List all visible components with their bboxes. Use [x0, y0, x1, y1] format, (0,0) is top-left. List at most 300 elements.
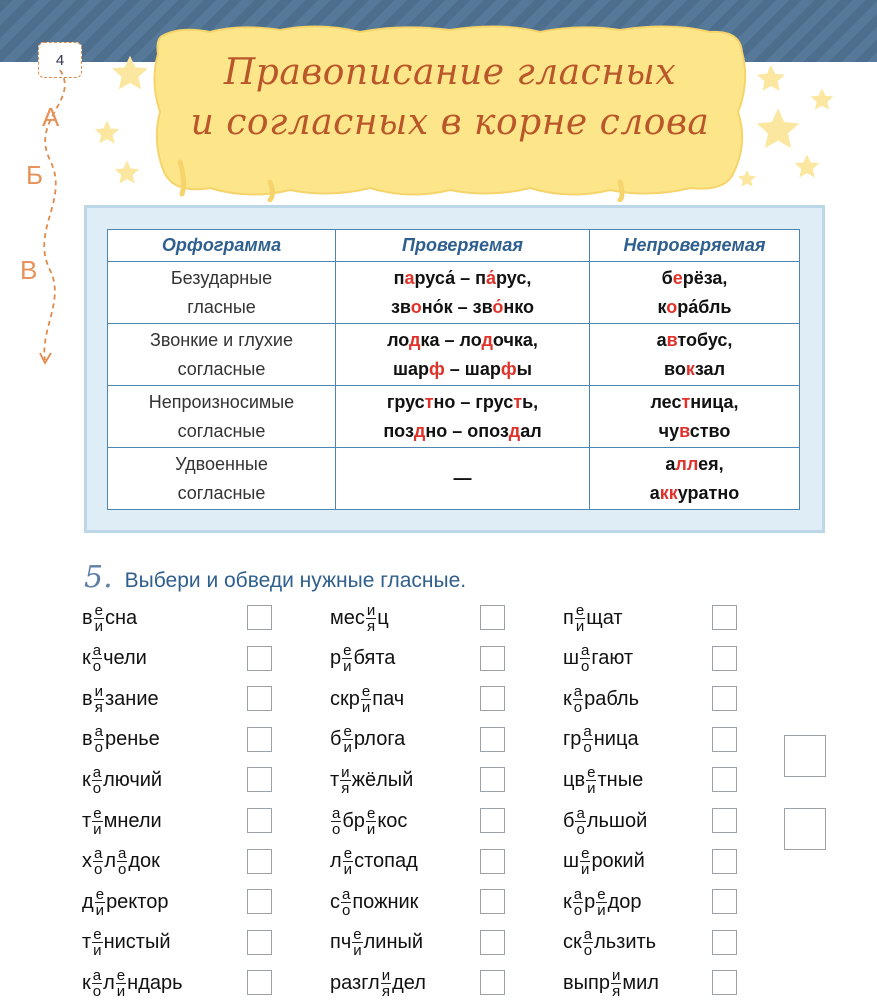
exercise-word: [82, 842, 160, 882]
checkable-cell: [336, 324, 590, 386]
vowel-choice[interactable]: [586, 765, 596, 796]
highlighted-letter: д: [508, 420, 521, 441]
orthogram-label-line: Безударные: [170, 267, 273, 288]
vowel-choice[interactable]: [366, 603, 376, 634]
exercise-word: [330, 882, 418, 922]
answer-checkbox[interactable]: [480, 605, 505, 630]
word-part: стопад: [354, 850, 418, 873]
exercise-word: [82, 963, 183, 1003]
table-cell-line: [591, 388, 798, 417]
vowel-option[interactable]: е: [575, 601, 585, 619]
word-part: рабль: [584, 687, 639, 710]
answer-checkbox[interactable]: [712, 767, 737, 792]
vowel-option[interactable]: о: [92, 982, 102, 1000]
vowel-option[interactable]: и: [575, 617, 585, 635]
highlighted-letter: т: [681, 391, 691, 412]
vowel-option[interactable]: а: [573, 885, 583, 903]
answer-box[interactable]: [784, 808, 826, 850]
answer-checkbox[interactable]: [712, 727, 737, 752]
word-part: т: [330, 768, 340, 791]
word-part: зв: [390, 296, 411, 317]
vowel-option[interactable]: е: [581, 845, 590, 863]
word-part: х: [82, 850, 92, 873]
word-part: лючий: [103, 768, 163, 791]
vowel-choice[interactable]: [94, 724, 104, 755]
vowel-choice[interactable]: [573, 887, 583, 918]
exercise-word: [82, 760, 162, 800]
title-line-1: Правописание гласных: [223, 52, 677, 93]
word-part: дор: [607, 890, 642, 913]
exercise-word: [330, 720, 405, 760]
vowel-choice[interactable]: [582, 724, 592, 755]
answer-checkbox[interactable]: [712, 889, 737, 914]
word-part: мнели: [103, 809, 162, 832]
answer-checkbox[interactable]: [480, 849, 505, 874]
word-part: в: [82, 728, 93, 751]
word-part: ка – ло: [420, 329, 482, 350]
word-part: док: [128, 850, 160, 873]
answer-checkbox[interactable]: [247, 767, 272, 792]
vowel-choice[interactable]: [575, 806, 585, 837]
orthogram-label-line: согласные: [177, 420, 266, 441]
vowel-choice[interactable]: [583, 927, 593, 958]
answer-box[interactable]: [784, 735, 826, 777]
vowel-option[interactable]: е: [95, 885, 105, 903]
table-cell-line: [337, 355, 588, 384]
exercise-word: [330, 801, 407, 841]
orthogram-label-line: согласные: [177, 358, 266, 379]
vowel-option[interactable]: и: [353, 942, 362, 960]
vowel-choice[interactable]: [575, 603, 585, 634]
word-part: разгл: [330, 971, 380, 994]
vowel-option[interactable]: и: [366, 820, 376, 838]
word-part: льшой: [586, 809, 648, 832]
page-title: [150, 48, 750, 148]
vowel-option[interactable]: е: [93, 926, 102, 944]
word-part: т: [82, 809, 92, 832]
vowel-choice[interactable]: [381, 968, 391, 999]
word-part: ница,: [690, 391, 739, 412]
checkable-cell: [336, 448, 590, 510]
word-part: ра́бль: [677, 296, 732, 317]
answer-checkbox[interactable]: [247, 970, 272, 995]
vowel-option[interactable]: е: [597, 885, 606, 903]
answer-checkbox[interactable]: [480, 727, 505, 752]
word-part: кос: [377, 809, 408, 832]
word-part: ство: [689, 420, 731, 441]
vowel-option[interactable]: и: [93, 942, 102, 960]
exercise-word: [330, 598, 389, 638]
vowel-option[interactable]: и: [343, 658, 352, 676]
word-part: зание: [105, 687, 159, 710]
vowel-option[interactable]: а: [581, 642, 590, 660]
exercise-word: [330, 842, 418, 882]
vowel-option[interactable]: е: [343, 642, 352, 660]
vowel-option[interactable]: о: [94, 739, 103, 757]
vowel-option[interactable]: и: [94, 682, 104, 700]
vowel-option[interactable]: о: [573, 698, 583, 716]
vowel-option[interactable]: о: [581, 658, 590, 676]
vowel-choice[interactable]: [92, 643, 102, 674]
vowel-option[interactable]: и: [341, 763, 350, 781]
word-part: ы: [516, 358, 532, 379]
vowel-option[interactable]: а: [576, 804, 585, 822]
vowel-choice[interactable]: [341, 887, 351, 918]
vowel-option[interactable]: о: [342, 901, 351, 919]
header-uncheckable: Непроверяемая: [590, 230, 800, 262]
vowel-choice[interactable]: [596, 887, 606, 918]
word-part: щат: [586, 606, 623, 629]
vowel-option[interactable]: и: [116, 982, 126, 1000]
word-part: ш: [563, 850, 580, 873]
answer-checkbox[interactable]: [480, 970, 505, 995]
vowel-choice[interactable]: [331, 806, 341, 837]
exercise-word: [563, 963, 659, 1003]
word-part: но – опоз: [425, 420, 509, 441]
word-part: б: [661, 267, 673, 288]
vowel-option[interactable]: и: [95, 901, 105, 919]
word-part: шар: [393, 358, 430, 379]
vowel-choice[interactable]: [342, 724, 352, 755]
word-part: нко: [503, 296, 535, 317]
word-part: тные: [597, 768, 644, 791]
vowel-option[interactable]: о: [118, 861, 127, 879]
orthogram-label-line: согласные: [177, 482, 266, 503]
word-part: бята: [353, 647, 396, 670]
vowel-option[interactable]: а: [583, 723, 592, 741]
vowel-choice[interactable]: [95, 887, 105, 918]
answer-checkbox[interactable]: [712, 605, 737, 630]
exercise-word: [330, 639, 395, 679]
word-part: во: [664, 358, 686, 379]
word-part: к: [82, 971, 91, 994]
exercise-word: [330, 760, 413, 800]
table-cell-line: [337, 264, 588, 293]
table-cell-line: [591, 264, 798, 293]
answer-checkbox[interactable]: [480, 889, 505, 914]
vowel-option[interactable]: е: [587, 763, 596, 781]
vowel-option[interactable]: я: [367, 617, 376, 635]
table-row: [108, 324, 800, 386]
orthogram-table: [107, 229, 800, 510]
highlighted-letter: а́: [485, 267, 496, 288]
word-part: мил: [622, 971, 659, 994]
table-row: [108, 262, 800, 324]
table-cell-line: [591, 355, 798, 384]
answer-checkbox[interactable]: [712, 970, 737, 995]
vowel-option[interactable]: и: [366, 601, 376, 619]
word-part: мес: [330, 606, 365, 629]
vowel-option[interactable]: а: [573, 682, 583, 700]
word-part: ница: [593, 728, 639, 751]
exercise-word: [563, 801, 647, 841]
answer-checkbox[interactable]: [480, 646, 505, 671]
vowel-option[interactable]: а: [92, 763, 102, 781]
orthogram-label-line: Непроизносимые: [148, 391, 295, 412]
table-row: [108, 386, 800, 448]
checkable-cell: [336, 386, 590, 448]
word-part: ея,: [698, 453, 724, 474]
answer-checkbox[interactable]: [712, 808, 737, 833]
vowel-option[interactable]: е: [94, 601, 103, 619]
word-part: руса́ – п: [414, 267, 486, 288]
orthogram-cell: [108, 448, 336, 510]
vowel-option[interactable]: а: [332, 804, 341, 822]
word-part: чу: [658, 420, 680, 441]
vowel-option[interactable]: а: [118, 845, 127, 863]
uncheckable-cell: [590, 448, 800, 510]
uncheckable-cell: [590, 386, 800, 448]
vowel-choice[interactable]: [92, 968, 102, 999]
uncheckable-cell: [590, 262, 800, 324]
word-part: чели: [103, 647, 147, 670]
vowel-option[interactable]: я: [612, 982, 621, 1000]
orthogram-label-line: Звонкие и глухие: [150, 329, 293, 350]
exercise-word: [82, 801, 162, 841]
vowel-option[interactable]: и: [93, 820, 102, 838]
word-part: к: [563, 687, 572, 710]
exercise-word: [330, 679, 404, 719]
vowel-option[interactable]: а: [342, 885, 351, 903]
word-part: ло: [387, 329, 410, 350]
word-part: в: [82, 687, 93, 710]
exercise-word: [563, 923, 656, 963]
vowel-option[interactable]: о: [576, 820, 585, 838]
vowel-option[interactable]: и: [361, 698, 371, 716]
word-part: рёза,: [682, 267, 728, 288]
vowel-choice[interactable]: [92, 927, 102, 958]
answer-checkbox[interactable]: [247, 930, 272, 955]
star-icon: [736, 168, 758, 190]
orthogram-label-line: Удвоенные: [175, 453, 268, 474]
answer-checkbox[interactable]: [712, 646, 737, 671]
answer-checkbox[interactable]: [480, 686, 505, 711]
table-cell-line: [591, 417, 798, 446]
orthogram-cell: [108, 386, 336, 448]
table-cell-line: [591, 326, 798, 355]
vowel-choice[interactable]: [92, 806, 102, 837]
word-part: л: [330, 850, 342, 873]
table-cell-line: [337, 293, 588, 322]
vowel-option[interactable]: а: [92, 642, 102, 660]
answer-checkbox[interactable]: [712, 686, 737, 711]
vowel-option[interactable]: и: [381, 966, 391, 984]
answer-checkbox[interactable]: [247, 849, 272, 874]
highlighted-letter: д: [413, 420, 426, 441]
vowel-choice[interactable]: [361, 684, 371, 715]
word-part: к: [563, 890, 572, 913]
answer-checkbox[interactable]: [247, 727, 272, 752]
header-checkable: Проверяемая: [336, 230, 590, 262]
vowel-option[interactable]: а: [92, 966, 102, 984]
vowel-option[interactable]: и: [611, 966, 621, 984]
star-icon: [112, 158, 142, 188]
word-part: жёлый: [351, 768, 414, 791]
word-part: в: [82, 606, 93, 629]
vowel-option[interactable]: и: [581, 861, 590, 879]
side-letter-b: Б: [26, 160, 44, 190]
word-part: ндарь: [127, 971, 183, 994]
answer-checkbox[interactable]: [247, 605, 272, 630]
vowel-option[interactable]: е: [343, 845, 353, 863]
vowel-option[interactable]: а: [583, 926, 593, 944]
word-part: ц: [377, 606, 389, 629]
highlighted-letter: о: [666, 296, 678, 317]
word-part: дел: [392, 971, 426, 994]
word-part: с: [330, 890, 340, 913]
vowel-option[interactable]: и: [343, 861, 353, 879]
vowel-option[interactable]: о: [583, 739, 592, 757]
exercise-word: [82, 720, 160, 760]
highlighted-letter: в: [666, 329, 678, 350]
vowel-option[interactable]: а: [94, 723, 103, 741]
vowel-option[interactable]: о: [92, 779, 102, 797]
highlighted-letter: кк: [659, 482, 678, 503]
vowel-option[interactable]: а: [94, 845, 103, 863]
word-part: линый: [363, 931, 424, 954]
vowel-choice[interactable]: [352, 927, 362, 958]
exercise-instruction: Выбери и обведи нужные гласные.: [124, 569, 467, 592]
word-part: ректор: [106, 890, 169, 913]
word-part: а: [649, 482, 660, 503]
vowel-choice[interactable]: [94, 603, 104, 634]
exercise-word: [82, 598, 137, 638]
answer-checkbox[interactable]: [480, 808, 505, 833]
highlighted-letter: т: [513, 391, 523, 412]
vowel-option[interactable]: о: [332, 820, 341, 838]
vowel-option[interactable]: е: [366, 804, 376, 822]
exercise-word: [563, 639, 633, 679]
exercise-word: [563, 720, 639, 760]
vowel-option[interactable]: и: [587, 779, 596, 797]
vowel-choice[interactable]: [93, 846, 103, 877]
word-part: л: [103, 971, 115, 994]
exercise-word: [82, 882, 168, 922]
vowel-option[interactable]: е: [343, 723, 352, 741]
vowel-choice[interactable]: [92, 765, 102, 796]
table-cell-line: [591, 450, 798, 479]
table-cell-line: [591, 293, 798, 322]
vowel-option[interactable]: е: [353, 926, 362, 944]
highlighted-letter: в: [679, 420, 690, 441]
vowel-choice[interactable]: [611, 968, 621, 999]
word-part: гр: [563, 728, 582, 751]
word-part: ренье: [104, 728, 160, 751]
answer-checkbox[interactable]: [712, 849, 737, 874]
vowel-choice[interactable]: [342, 643, 352, 674]
answer-checkbox[interactable]: [712, 930, 737, 955]
answer-checkbox[interactable]: [247, 889, 272, 914]
checkable-cell: [336, 262, 590, 324]
vowel-option[interactable]: я: [94, 698, 103, 716]
highlighted-letter: о: [410, 296, 422, 317]
vowel-choice[interactable]: [580, 846, 590, 877]
word-part: но – грус: [433, 391, 514, 412]
answer-checkbox[interactable]: [247, 686, 272, 711]
word-part: ск: [563, 931, 582, 954]
vowel-option[interactable]: о: [583, 942, 593, 960]
table-cell-line: [337, 464, 588, 493]
vowel-choice[interactable]: [94, 684, 104, 715]
exercise-word: [82, 679, 159, 719]
exercise-word: [82, 639, 147, 679]
word-part: б: [330, 728, 342, 751]
table-cell-line: [337, 417, 588, 446]
vowel-option[interactable]: я: [341, 779, 350, 797]
highlighted-letter: д: [409, 329, 421, 350]
vowel-option[interactable]: о: [573, 901, 583, 919]
vowel-choice[interactable]: [343, 846, 353, 877]
star-icon: [754, 62, 788, 96]
answer-checkbox[interactable]: [247, 808, 272, 833]
star-icon: [108, 52, 152, 96]
vowel-option[interactable]: о: [92, 658, 102, 676]
vowel-option[interactable]: и: [597, 901, 606, 919]
word-part: ь,: [522, 391, 539, 412]
word-part: к: [657, 296, 667, 317]
word-part: а: [665, 453, 676, 474]
word-part: —: [453, 468, 472, 488]
table-row: [108, 448, 800, 510]
exercise-word: [330, 963, 426, 1003]
word-part: скр: [330, 687, 360, 710]
vowel-choice[interactable]: [573, 684, 583, 715]
word-part: к: [82, 768, 91, 791]
word-part: зал: [694, 358, 725, 379]
highlighted-letter: е: [672, 267, 683, 288]
vowel-option[interactable]: и: [94, 617, 104, 635]
highlighted-letter: а: [404, 267, 415, 288]
title-line-2: и согласных в корне слова: [190, 102, 710, 143]
vowel-option[interactable]: е: [116, 966, 126, 984]
star-icon: [808, 86, 836, 114]
answer-checkbox[interactable]: [480, 767, 505, 792]
vowel-choice[interactable]: [580, 643, 590, 674]
exercise-word: [563, 882, 642, 922]
orthogram-label-line: гласные: [187, 296, 256, 317]
answer-checkbox[interactable]: [247, 646, 272, 671]
page-number-text: 4: [55, 51, 65, 69]
table-header-row: [108, 230, 800, 262]
answer-checkbox[interactable]: [480, 930, 505, 955]
star-icon: [752, 104, 804, 156]
exercise-word: [330, 923, 423, 963]
highlighted-letter: ф: [500, 358, 517, 379]
word-part: нистый: [103, 931, 171, 954]
vowel-option[interactable]: о: [94, 861, 103, 879]
vowel-option[interactable]: е: [93, 804, 102, 822]
vowel-choice[interactable]: [366, 806, 376, 837]
side-letter-a: А: [42, 102, 60, 132]
word-part: сна: [105, 606, 138, 629]
vowel-choice[interactable]: [340, 765, 350, 796]
word-part: лес: [650, 391, 682, 412]
vowel-option[interactable]: и: [343, 739, 352, 757]
vowel-option[interactable]: я: [381, 982, 390, 1000]
word-part: т: [82, 931, 92, 954]
side-letter-v: В: [20, 255, 38, 285]
vowel-option[interactable]: е: [361, 682, 371, 700]
word-part: р: [330, 647, 342, 670]
vowel-choice[interactable]: [117, 846, 127, 877]
vowel-choice[interactable]: [116, 968, 126, 999]
word-part: очка,: [492, 329, 538, 350]
word-part: п: [563, 606, 574, 629]
word-part: цв: [563, 768, 586, 791]
word-part: тобус,: [677, 329, 733, 350]
word-part: д: [82, 890, 94, 913]
exercise-heading: [84, 560, 784, 596]
